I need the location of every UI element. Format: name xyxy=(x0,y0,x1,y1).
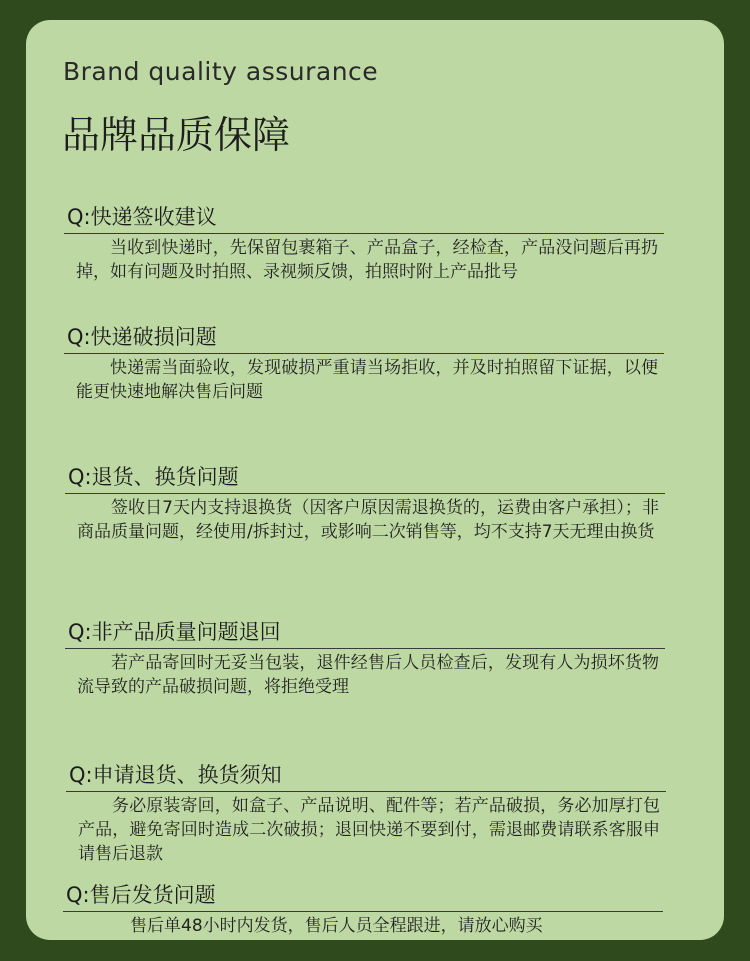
faq-item-non-quality-return xyxy=(65,618,665,699)
faq-question: Q:售后发货问题 xyxy=(66,883,216,907)
faq-answer: 若产品寄回时无妥当包装，退件经售后人员检查后，发现有人为损坏货物流导致的产品破损问题，将拒绝受理 xyxy=(77,653,659,697)
faq-question: Q:快递破损问题 xyxy=(67,325,217,349)
faq-item-delivery-damage xyxy=(64,323,664,404)
divider xyxy=(63,911,663,912)
faq-item-delivery-receipt xyxy=(64,203,664,284)
faq-item-after-sales-shipping xyxy=(63,881,663,938)
divider xyxy=(64,233,664,234)
faq-question: Q:非产品质量问题退回 xyxy=(68,620,281,644)
divider xyxy=(64,353,664,354)
page-title: 品牌品质保障 xyxy=(62,113,291,157)
faq-question: Q:退货、换货问题 xyxy=(68,465,239,489)
divider xyxy=(66,791,666,792)
faq-question: Q:快递签收建议 xyxy=(67,205,217,229)
divider xyxy=(65,648,665,649)
faq-item-return-notice xyxy=(66,761,666,866)
divider xyxy=(65,493,665,494)
faq-answer: 快递需当面验收，发现破损严重请当场拒收，并及时拍照留下证据，以便能更快速地解决售后问题 xyxy=(76,358,658,402)
faq-item-return-exchange xyxy=(65,463,665,544)
faq-question: Q:申请退货、换货须知 xyxy=(69,763,282,787)
faq-answer: 务必原装寄回，如盒子、产品说明、配件等；若产品破损，务必加厚打包产品，避免寄回时造成二次破损；退回快递不要到付，需退邮费请联系客服申请售后退款 xyxy=(78,796,660,864)
english-title: Brand quality assurance xyxy=(63,57,379,86)
faq-answer: 签收日7天内支持退换货（因客户原因需退换货的，运费由客户承担）；非商品质量问题，经使用/拆封过，或影响二次销售等，均不支持7天无理由换货 xyxy=(77,498,659,542)
faq-answer: 当收到快递时，先保留包裹箱子、产品盒子，经检查，产品没问题后再扔掉，如有问题及时拍照、录视频反馈，拍照时附上产品批号 xyxy=(76,238,658,282)
faq-card xyxy=(26,20,724,940)
faq-answer: 售后单48小时内发货，售后人员全程跟进，请放心购买 xyxy=(130,916,543,936)
